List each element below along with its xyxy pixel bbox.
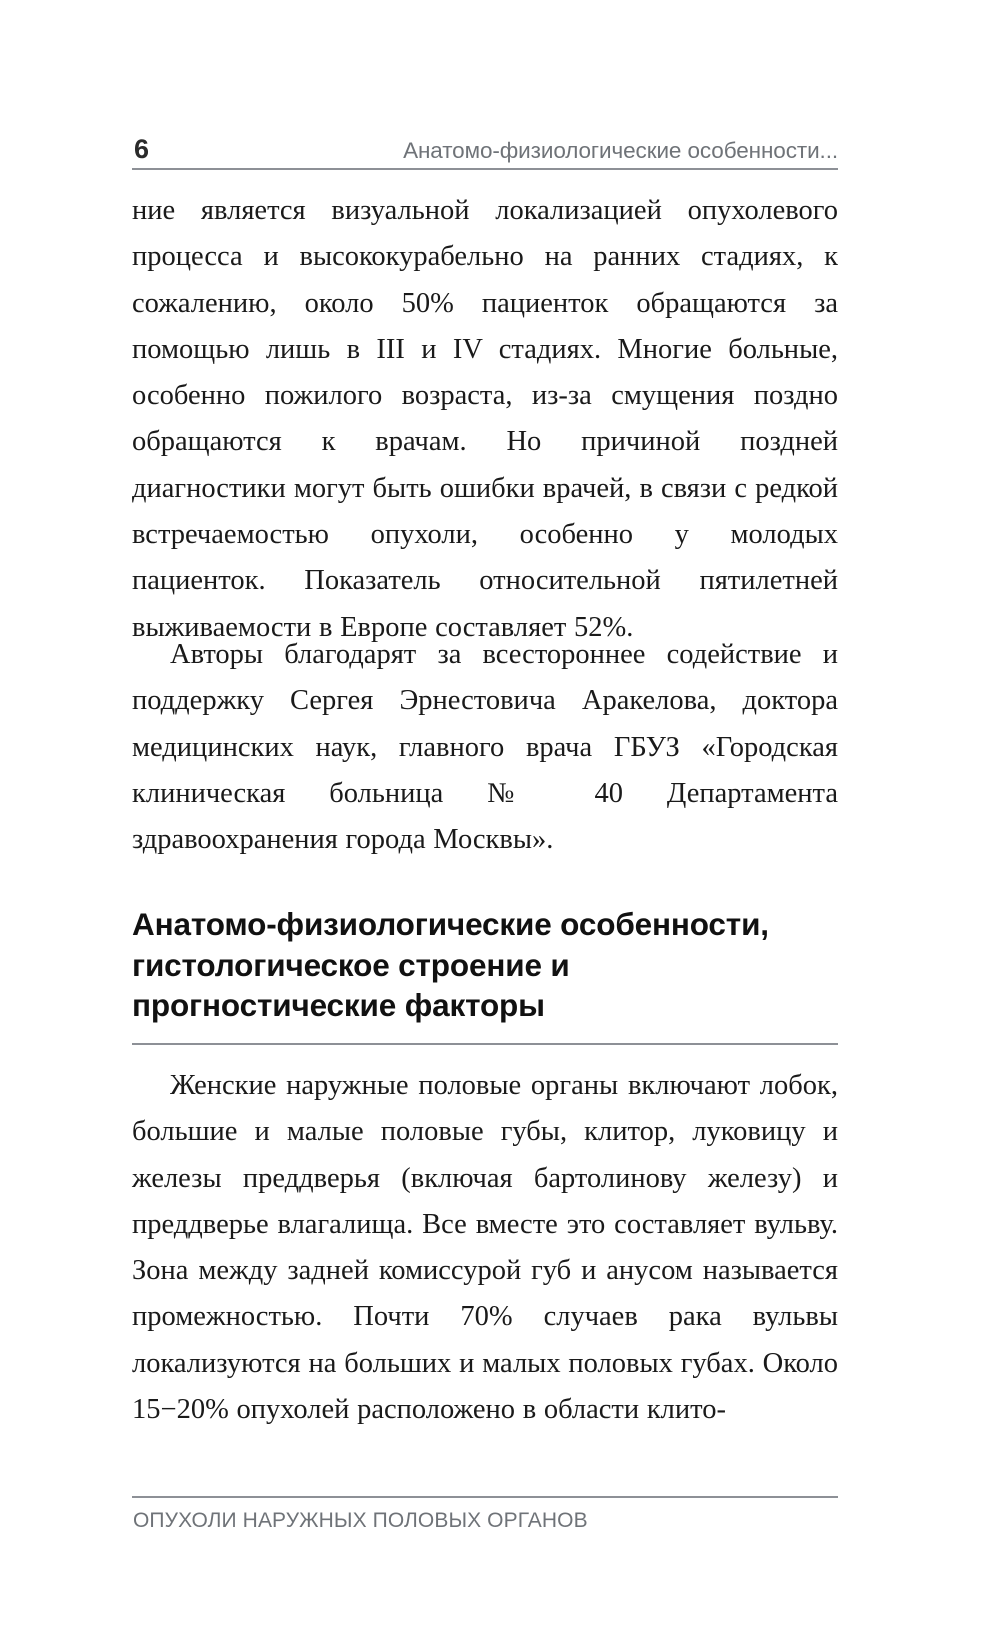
paragraph-text: ние является визуальной локализацией опухолевого процесса и высококурабельно на ранних стадиях, к сожалению, около 50% пациенток обращаются за помощью лишь в III и IV стадиях. Многие больные, особенно пожилого возраста, из-за смущения поздно обращаются к врачам. Но причиной поздней диагностики могут быть ошибки врачей, в связи с редкой встречаемостью опухоли, особенно у молодых пациенток. Показатель относительной пятилетней выживаемости в Европе составляет 52%. — [132, 195, 838, 643]
heading-rule — [132, 1043, 838, 1045]
paragraph-anatomy — [132, 1063, 838, 1433]
page-footer — [132, 1496, 838, 1532]
footer-running-title: ОПУХОЛИ НАРУЖНЫХ ПОЛОВЫХ ОРГАНОВ — [133, 1509, 588, 1532]
page-number: 6 — [134, 134, 150, 164]
paragraph-acknowledgment — [132, 632, 838, 863]
page-header — [132, 124, 838, 170]
paragraph-intro — [132, 188, 838, 651]
running-head: Анатомо-физиологические особенности... — [403, 137, 838, 163]
content-column — [132, 0, 838, 1651]
paragraph-text: Женские наружные половые органы включают лобок, большие и малые половые губы, клитор, луковицу и железы преддверья (включая бартолинову железу) и преддверье влагалища. Все вместе это составляет вульву. Зона между задней комиссурой губ и анусом называется промежностью. Почти 70% случаев рака вульвы локализуются на больших и малых половых губах. Около 15−20% опухолей расположено в области клито- — [132, 1070, 838, 1426]
section-heading: Анатомо-физиологические особенности, гистологическое строение и прогностические факторы — [132, 906, 769, 1024]
paragraph-text: Авторы благодарят за всестороннее содействие и поддержку Сергея Эрнестовича Аракелова, доктора медицинских наук, главного врача ГБУЗ «Городская клиническая больница № 40 Департамента здравоохранения города Москвы». — [132, 639, 838, 856]
